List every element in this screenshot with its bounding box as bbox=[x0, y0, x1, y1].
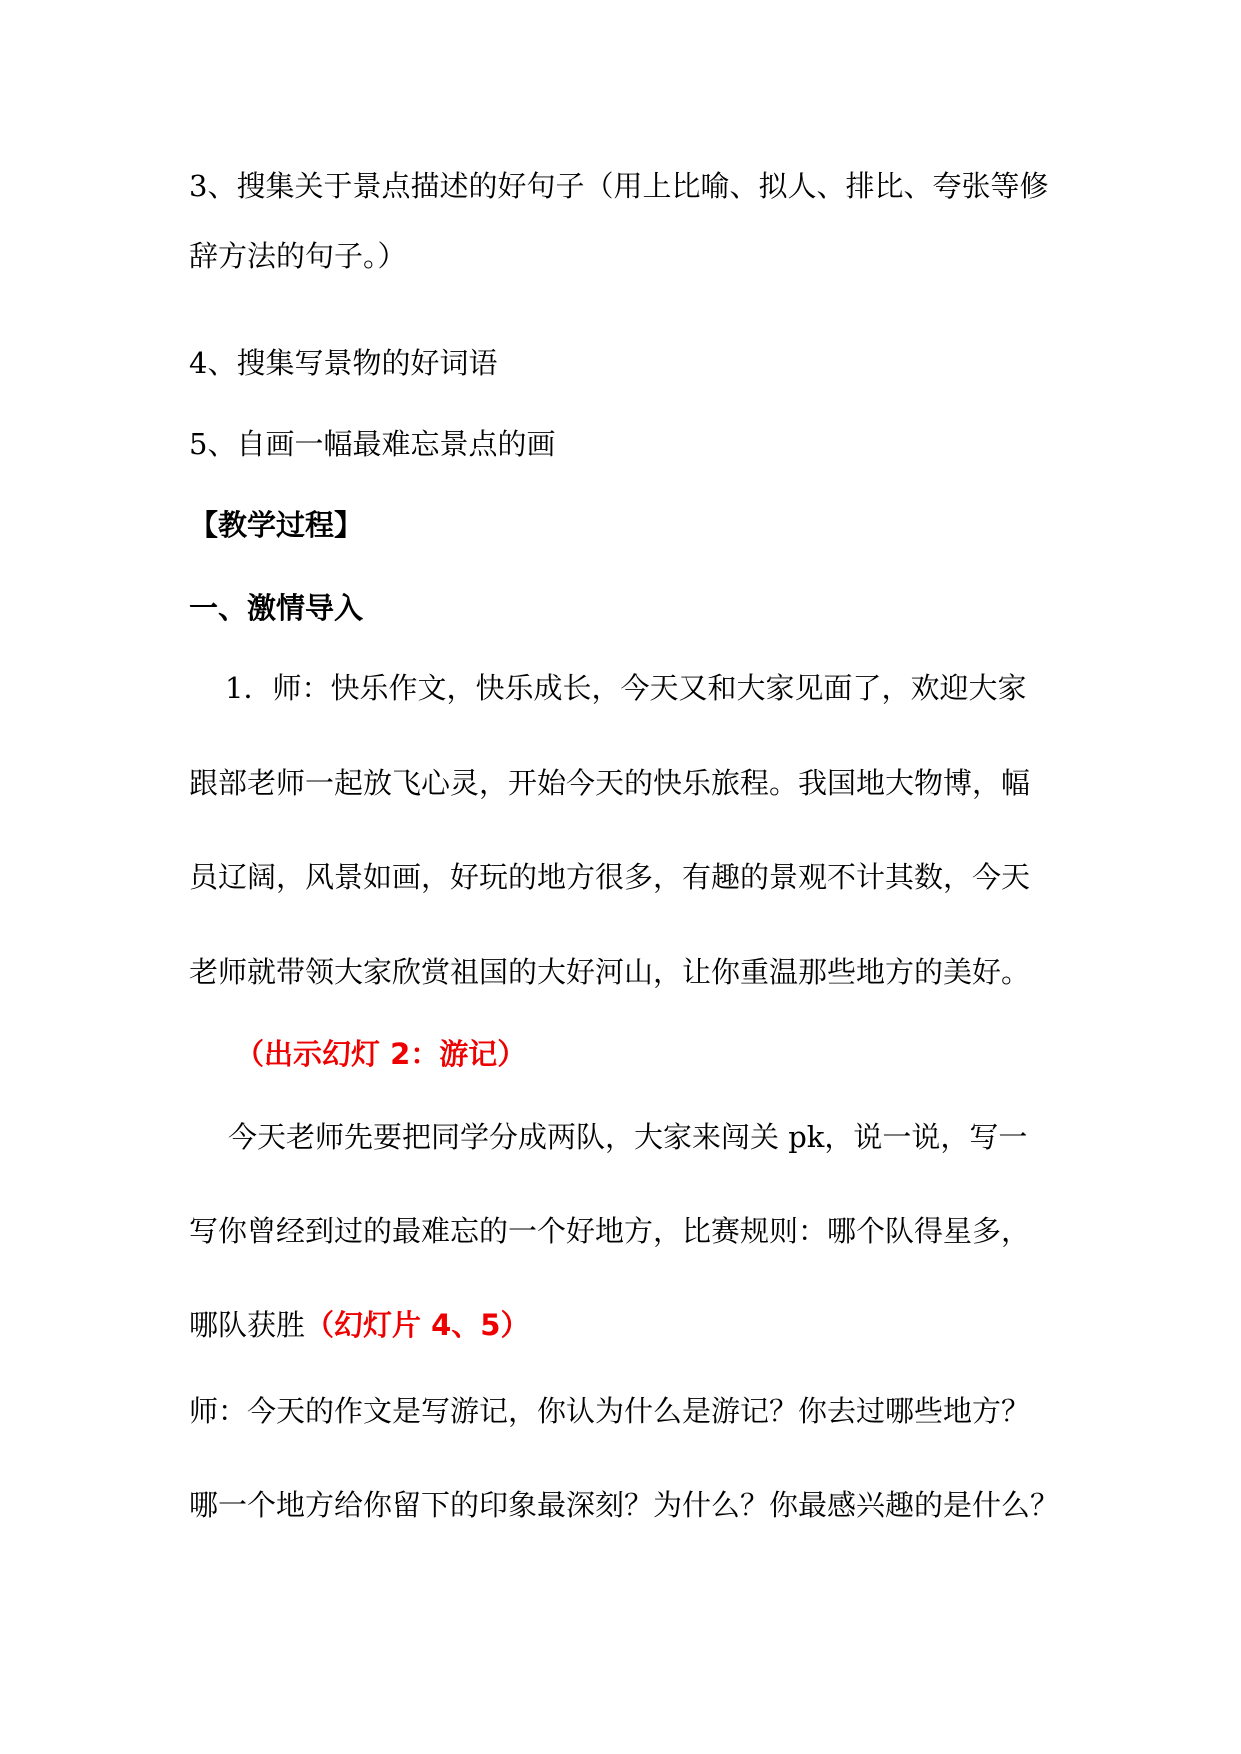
game-paragraph-line-3 bbox=[189, 1305, 529, 1345]
intro-paragraph-line-2: 跟部老师一起放飞心灵，开始今天的快乐旅程。我国地大物博，幅 bbox=[189, 766, 1031, 800]
prep-item-4: 4、搜集写景物的好词语 bbox=[189, 346, 498, 380]
question-paragraph-line-1: 师：今天的作文是写游记，你认为什么是游记？你去过哪些地方？ bbox=[189, 1394, 1031, 1428]
section-title: 【教学过程】 bbox=[189, 508, 364, 542]
section-heading-intro: 一、激情导入 bbox=[189, 591, 364, 625]
slide-note-4-5: （幻灯片 4、5） bbox=[305, 1308, 530, 1342]
prep-item-5: 5、自画一幅最难忘景点的画 bbox=[189, 427, 556, 461]
slide-note-2: （出示幻灯 2：游记） bbox=[235, 1037, 527, 1071]
prep-item-3-line-1: 3、搜集关于景点描述的好句子（用上比喻、拟人、排比、夸张等修 bbox=[189, 169, 1049, 203]
intro-paragraph-line-1: 1．师：快乐作文，快乐成长，今天又和大家见面了，欢迎大家 bbox=[225, 671, 1027, 705]
game-paragraph-end-text: 哪队获胜 bbox=[189, 1308, 306, 1342]
game-paragraph-line-1: 今天老师先要把同学分成两队，大家来闯关 pk，说一说，写一 bbox=[228, 1120, 1028, 1154]
question-paragraph-line-2: 哪一个地方给你留下的印象最深刻？为什么？你最感兴趣的是什么？ bbox=[189, 1488, 1060, 1522]
game-paragraph-line-2: 写你曾经到过的最难忘的一个好地方，比赛规则：哪个队得星多， bbox=[189, 1214, 1031, 1248]
intro-paragraph-line-4: 老师就带领大家欣赏祖国的大好河山，让你重温那些地方的美好。 bbox=[189, 955, 1031, 989]
prep-item-3-line-2: 辞方法的句子。） bbox=[189, 239, 407, 273]
intro-paragraph-line-3: 员辽阔，风景如画，好玩的地方很多，有趣的景观不计其数，今天 bbox=[189, 860, 1031, 894]
